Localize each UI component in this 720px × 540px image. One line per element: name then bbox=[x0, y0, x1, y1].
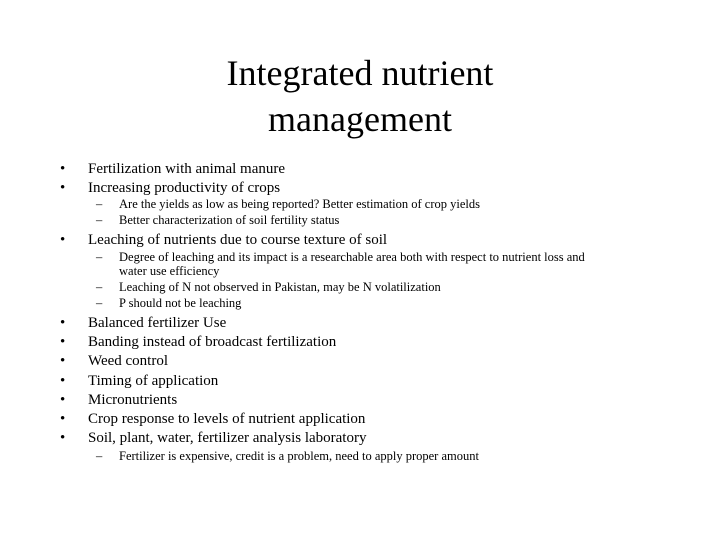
slide-title bbox=[0, 50, 720, 142]
title-line-2: management bbox=[268, 99, 452, 139]
title-line-1: Integrated nutrient bbox=[226, 53, 494, 93]
item-text: Micronutrients bbox=[88, 392, 178, 408]
bullet-dot-icon: • bbox=[60, 353, 66, 369]
dash-bullet-icon: – bbox=[96, 280, 103, 294]
bullet-dot-icon: • bbox=[60, 334, 66, 350]
bullet-dot-icon: • bbox=[60, 373, 66, 389]
bullet-dot-icon: • bbox=[60, 232, 66, 248]
dash-bullet-icon: – bbox=[96, 250, 103, 264]
item-text: Fertilizer is expensive, credit is a problem, need to apply proper amount bbox=[119, 449, 479, 463]
item-text: Timing of application bbox=[88, 373, 219, 389]
bullet-dot-icon: • bbox=[60, 411, 66, 427]
item-text: water use efficiency bbox=[119, 264, 220, 278]
bullet-dot-icon: • bbox=[60, 315, 66, 331]
bullet-dot-icon: • bbox=[60, 430, 66, 446]
item-text: Better characterization of soil fertility status bbox=[119, 213, 340, 227]
bullet-dot-icon: • bbox=[60, 392, 66, 408]
dash-bullet-icon: – bbox=[96, 449, 103, 463]
item-text: Banding instead of broadcast fertilization bbox=[88, 334, 337, 350]
item-text: Are the yields as low as being reported? Better estimation of crop yields bbox=[119, 197, 481, 211]
dash-bullet-icon: – bbox=[96, 197, 103, 211]
item-text: Degree of leaching and its impact is a researchable area both with respect to nutrient loss and bbox=[119, 250, 585, 264]
item-text: Leaching of nutrients due to course texture of soil bbox=[88, 232, 388, 248]
item-text: Soil, plant, water, fertilizer analysis laboratory bbox=[88, 430, 367, 446]
dash-bullet-icon: – bbox=[96, 213, 103, 227]
item-text: Crop response to levels of nutrient application bbox=[88, 411, 366, 427]
bullet-dot-icon: • bbox=[60, 180, 66, 196]
item-text: Balanced fertilizer Use bbox=[88, 315, 227, 331]
item-text: Increasing productivity of crops bbox=[88, 180, 281, 196]
item-text: P should not be leaching bbox=[119, 296, 242, 310]
dash-bullet-icon: – bbox=[96, 296, 103, 310]
item-text: Fertilization with animal manure bbox=[88, 161, 286, 177]
bullet-dot-icon: • bbox=[60, 161, 66, 177]
item-text: Weed control bbox=[88, 353, 169, 369]
item-text: Leaching of N not observed in Pakistan, may be N volatilization bbox=[119, 280, 441, 294]
